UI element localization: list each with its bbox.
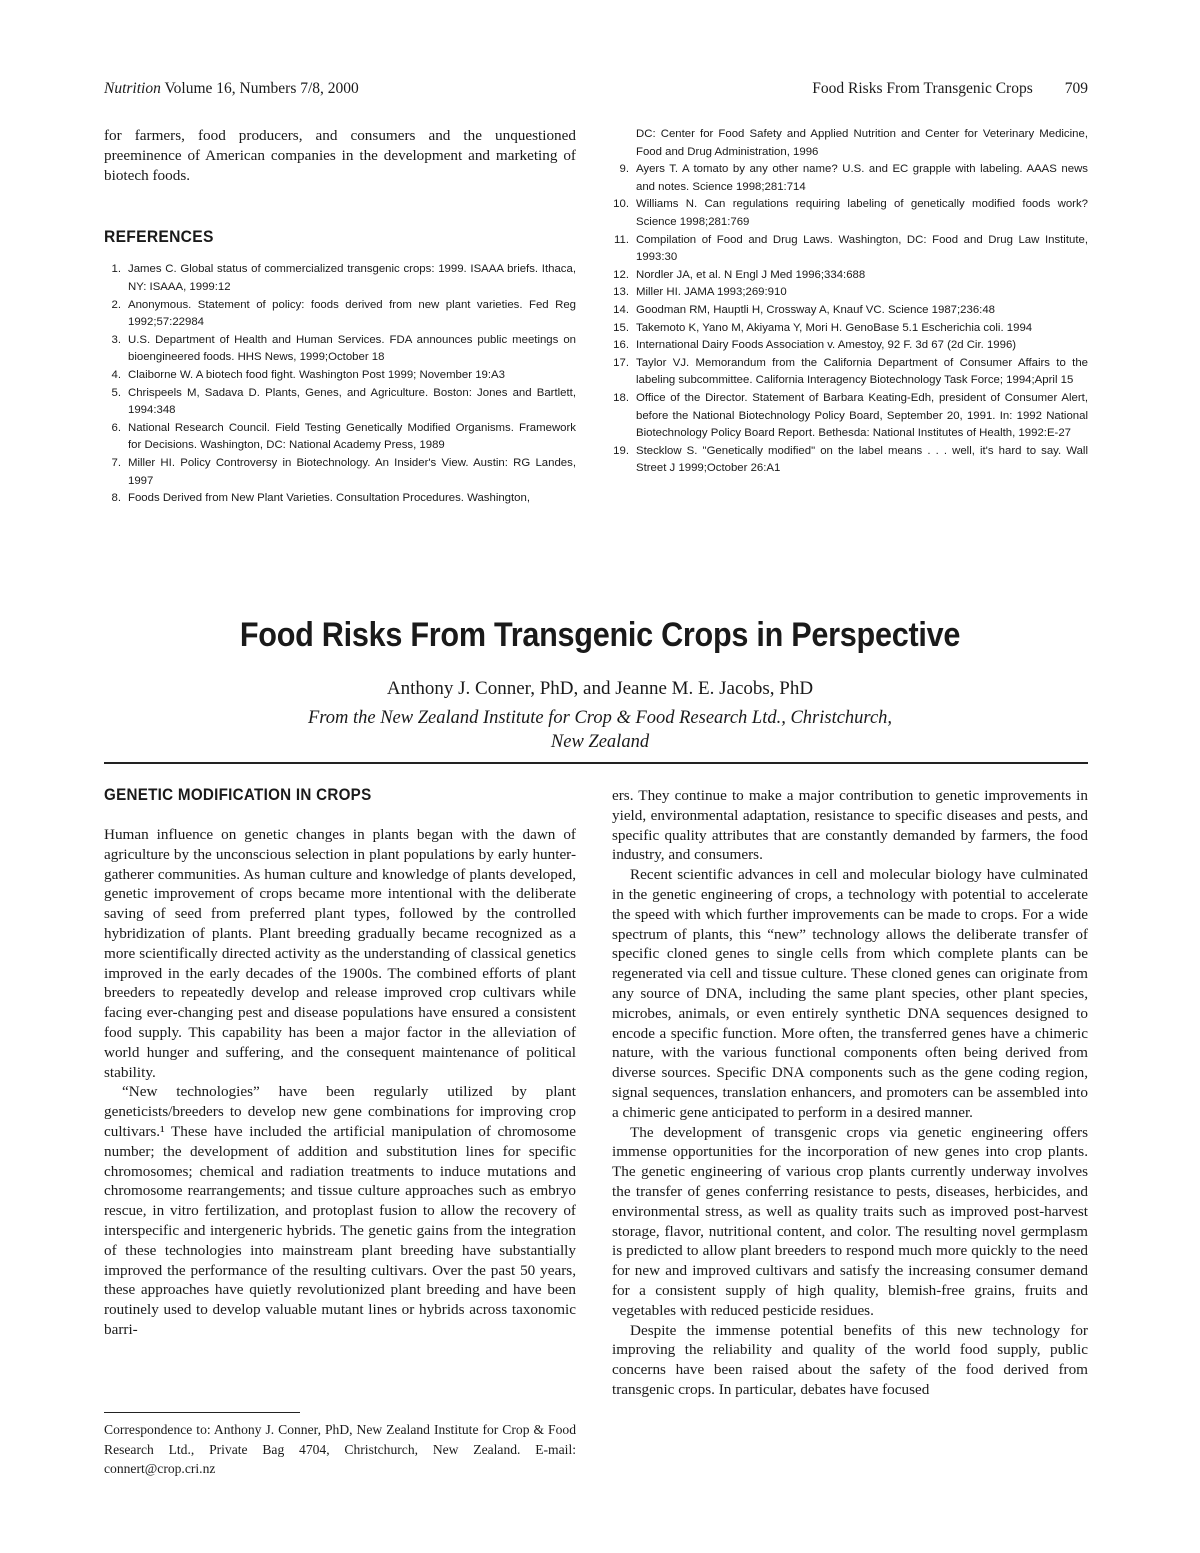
reference-number: 11. [614, 233, 629, 246]
reference-item [612, 443, 1088, 478]
reference-item [104, 332, 576, 367]
reference-number: 15. [613, 321, 629, 334]
prev-article-tail-text: for farmers, food producers, and consumers and the unquestioned preeminence of American companies in the development and marketing of biotech foods. [104, 127, 576, 184]
reference-text: Chrispeels M, Sadava D. Plants, Genes, and Agriculture. Boston: Jones and Bartlett, 1994:348 [128, 386, 576, 417]
reference-number: 5. [111, 386, 121, 399]
reference-number: 6. [111, 421, 121, 434]
references-list-left [104, 261, 576, 507]
title-divider-rule [104, 762, 1088, 764]
reference-text: Taylor VJ. Memorandum from the California Department of Consumer Affairs to the labeling subcommittee. California Interagency Biotechnology Task Force; 1994;April 15 [636, 356, 1088, 387]
reference-number: 16. [613, 339, 629, 352]
reference-text: Miller HI. JAMA 1993;269:910 [636, 286, 787, 299]
reference-number: 10. [613, 198, 629, 211]
reference-text: Office of the Director. Statement of Barbara Keating-Edh, president of Consumer Alert, before the National Biotechnology Policy Board, September 20, 1991. In: 1992 National Biotechnology Policy Board Report. Bethesda: National Institutes of Health, 1992:E-27 [636, 391, 1088, 440]
reference-number: 7. [111, 456, 121, 469]
reference-text: DC: Center for Food Safety and Applied Nutrition and Center for Veterinary Medicine, Food and Drug Administration, 1996 [636, 128, 1088, 158]
reference-item [612, 337, 1088, 355]
article-title: Food Risks From Transgenic Crops in Perspective [239, 616, 961, 654]
body-paragraph: Recent scientific advances in cell and molecular biology have culminated in the genetic engineering of crops, a technology with potential to accelerate the speed with which further improvements can be made to crops. For a wide spectrum of plants, this “new” technology allows the deliberate transfer of specific cloned genes to single cells from which complete plants can be regenerated via cell and tissue culture. These cloned genes can originate from any source of DNA, including the same plant species, other plant species, microbes, animals, or even entirely synthetic DNA sequences designed to encode a specific function. More often, the transferred genes have a chimeric nature, with the various functional components often being derived from diverse sources. Specific DNA components such as the gene coding region, signal sequences, translation enhancers, and promoters can be assembled into a chimeric gene anticipated to perform in a desired manner. [612, 866, 1088, 1121]
reference-item [612, 390, 1088, 443]
journal-volume: Volume 16, Numbers 7/8, 2000 [164, 80, 359, 97]
reference-item [612, 267, 1088, 285]
page-number: 709 [1064, 80, 1088, 97]
reference-item [104, 367, 576, 385]
reference-text: Stecklow S. "Genetically modified" on the label means . . . well, it's hard to say. Wall Street J 1999;October 26:A1 [636, 444, 1088, 475]
article-left-column [104, 786, 576, 1340]
article-affiliation [0, 706, 1200, 754]
prev-article-left-column [104, 126, 576, 508]
reference-item [104, 297, 576, 332]
journal-name: Nutrition [104, 80, 161, 97]
article-authors: Anthony J. Conner, PhD, and Jeanne M. E. Jacobs, PhD [386, 678, 814, 699]
reference-item [104, 261, 576, 296]
reference-item [612, 320, 1088, 338]
reference-item [612, 284, 1088, 302]
reference-text: Goodman RM, Hauptli H, Crossway A, Knauf VC. Science 1987;236:48 [636, 303, 995, 316]
reference-text: Foods Derived from New Plant Varieties. Consultation Procedures. Washington, [128, 492, 531, 505]
reference-number: 3. [111, 333, 121, 346]
reference-text: Ayers T. A tomato by any other name? U.S. and EC grapple with labeling. AAAS news and notes. Science 1998;281:714 [636, 163, 1088, 193]
reference-text: International Dairy Foods Association v. Amestoy, 92 F. 3d 67 (2d Cir. 1996) [636, 339, 1017, 352]
affiliation-line-2: New Zealand [550, 732, 650, 752]
left-body-text [104, 825, 576, 1340]
reference-item [612, 355, 1088, 390]
reference-text: Takemoto K, Yano M, Akiyama Y, Mori H. GenoBase 5.1 Escherichia coli. 1994 [636, 321, 1033, 334]
prev-article-right-column [612, 126, 1088, 478]
reference-number: 12. [613, 268, 629, 281]
reference-number: 4. [111, 368, 121, 381]
reference-number: 18. [613, 391, 629, 404]
footnote-rule [104, 1412, 300, 1413]
reference-text: Nordler JA, et al. N Engl J Med 1996;334:688 [636, 268, 866, 281]
right-body-text [612, 786, 1088, 1400]
reference-number: 17. [613, 356, 629, 369]
reference-text: Compilation of Food and Drug Laws. Washington, DC: Food and Drug Law Institute, 1993:30 [636, 233, 1088, 264]
reference-item [612, 302, 1088, 320]
body-paragraph: ers. They continue to make a major contribution to genetic improvements in yield, environmental adaptation, resistance to specific diseases and pests, and specific quality attributes that are constantly demanded by farmers, the food industry, and consumers. [612, 787, 1088, 864]
reference-number: 1. [111, 263, 121, 276]
reference-item [612, 196, 1088, 231]
reference-number: 8. [111, 492, 121, 505]
reference-text: National Research Council. Field Testing Genetically Modified Organisms. Framework for Decisions. Washington, DC: National Academy Press, 1989 [128, 421, 576, 452]
reference-number: 19. [613, 444, 629, 457]
reference-item [612, 126, 1088, 161]
reference-item [104, 385, 576, 420]
section-heading: GENETIC MODIFICATION IN CROPS [104, 786, 372, 804]
references-heading: REFERENCES [104, 227, 214, 247]
body-paragraph: “New technologies” have been regularly utilized by plant geneticists/breeders to develop new gene combinations for improving crop cultivars.¹ These have included the artificial manipulation of chromosome number; the development of addition and substitution lines for specific chromosomes; chemical and radiation treatments to induce mutations and chromosome rearrangements; and tissue culture approaches such as embryo rescue, in vitro fertilization, and protoplast fusion to allow the recovery of interspecific and intergeneric hybrids. The genetic gains from the integration of these technologies into mainstream plant breeding have substantially improved the performance of the resulting cultivars. Over the past 50 years, these approaches have quietly revolutionized plant breeding and have been routinely used to develop valuable mutant lines or hybrids across taxonomic barri- [104, 1083, 576, 1338]
running-title: Food Risks From Transgenic Crops [812, 80, 1033, 97]
reference-number: 2. [111, 298, 121, 311]
reference-text: Williams N. Can regulations requiring labeling of genetically modified foods work? Science 1998;281:769 [636, 198, 1088, 228]
body-paragraph: Despite the immense potential benefits of this new technology for improving the reliability and quality of the world food supply, public concerns have been raised about the safety of the food derived from transgenic crops. In particular, debates have focused [612, 1321, 1088, 1398]
reference-item [104, 455, 576, 490]
header-journal-info [104, 80, 359, 98]
reference-number: 13. [613, 286, 629, 299]
reference-text: U.S. Department of Health and Human Services. FDA announces public meetings on bioengineered foods. HHS News, 1999;October 18 [128, 333, 576, 364]
reference-number: 9. [619, 163, 629, 176]
reference-text: James C. Global status of commercialized transgenic crops: 1999. ISAAA briefs. Ithaca, NY: ISAAA, 1999:12 [128, 263, 576, 293]
reference-item [612, 161, 1088, 196]
body-paragraph: The development of transgenic crops via genetic engineering offers immense opportunities for the incorporation of new genes into crop plants. The genetic engineering of various crop plants currently underway involves the transfer of genes conferring resistance to pests, diseases, herbicides, and environmental stress, as well as quality traits such as improved post-harvest storage, flavor, nutritional content, and color. The resulting novel germplasm is predicted to allow plant breeders to respond much more quickly to the need for new and improved cultivars and satisfy the increasing consumer demand for a consistent supply of high quality, blemish-free grains, fruits and vegetables with reduced pesticide residues. [612, 1123, 1088, 1319]
article-right-column [612, 786, 1088, 1400]
reference-text: Miller HI. Policy Controversy in Biotechnology. An Insider's View. Austin: RG Landes, 1997 [128, 456, 576, 487]
body-paragraph: Human influence on genetic changes in plants began with the dawn of agriculture by the unconscious selection in plant populations by early hunter-gatherer communities. As human culture and knowledge of plants developed, genetic improvement of crops became more intentional with the deliberate saving of seed from preferred plant types, followed by the controlled hybridization of plants. Plant breeding gradually became recognized as a more scientifically directed activity as the understanding of classical genetics improved in the early decades of the 1900s. The combined efforts of plant breeders to repeatedly develop and release improved crop cultivars while facing ever-changing pest and disease populations have ensured a consistent food supply. This capability has been a major factor in the alleviation of world hunger and suffering, and the consequent maintenance of political stability. [104, 826, 576, 1081]
correspondence-footnote: Correspondence to: Anthony J. Conner, PhD, New Zealand Institute for Crop & Food Research Ltd., Private Bag 4704, Christchurch, New Zealand. E-mail: connert@crop.cri.nz [104, 1422, 576, 1477]
reference-item [104, 420, 576, 455]
reference-item [104, 490, 576, 508]
reference-text: Claiborne W. A biotech food fight. Washington Post 1999; November 19:A3 [128, 368, 505, 381]
running-header [104, 80, 1088, 102]
reference-number: 14. [613, 303, 629, 316]
reference-item [612, 232, 1088, 267]
affiliation-line-1: From the New Zealand Institute for Crop & Food Research Ltd., Christchurch, [307, 708, 893, 728]
reference-text: Anonymous. Statement of policy: foods derived from new plant varieties. Fed Reg 1992;57:22984 [128, 298, 576, 329]
references-list-right [612, 126, 1088, 478]
header-right [812, 80, 1088, 98]
